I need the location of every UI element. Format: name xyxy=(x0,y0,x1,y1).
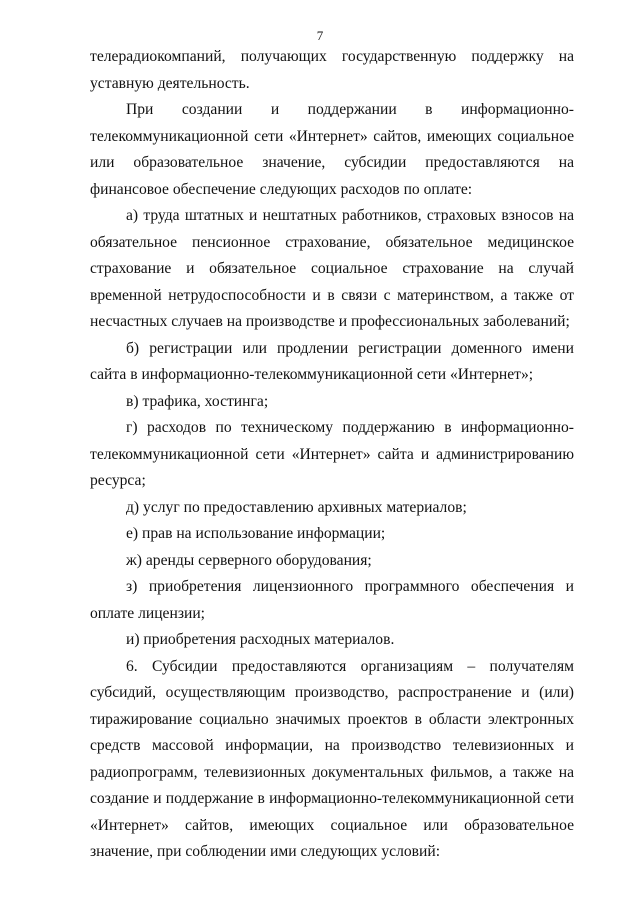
list-item-v: в) трафика, хостинга; xyxy=(126,392,269,410)
list-item-i: и) приобретения расходных материалов. xyxy=(126,631,395,648)
list-item-zh: ж) аренды серверного оборудования; xyxy=(126,551,372,569)
page-number: 7 xyxy=(316,28,324,43)
list-item-z: з) приобретения лицензионного программного обеспечения и оплате лицензии; xyxy=(90,578,574,622)
list-item-g: г) расходов по техническому поддержанию в информационно-телекоммуникационной сети «Интернет» сайта и администрированию ресурса; xyxy=(90,419,574,489)
paragraph-section-6: 6. Субсидии предоставляются организациям – получателям субсидий, осуществляющим производство, распространение и (или) тиражирование социально значимых проектов в области электронных средств массовой информации, на производство телевизионных и радиопрограмм, телевизионных документальных фильмов, а также на создание и поддержание в информационно-телекоммуникационной сети «Интернет» сайтов, имеющих социальное или образовательное значение, при соблюдении ими следующих условий: xyxy=(90,657,574,860)
document-body xyxy=(90,44,574,866)
list-item-a: а) труда штатных и нештатных работников, страховых взносов на обязательное пенсионное страхование, обязательное медицинское страхование и обязательное социальное страхование на случай временной нетрудоспособности и в связи с материнством, а также от несчастных случаев на производстве и профессиональных заболеваний; xyxy=(90,207,574,330)
list-item-b: б) регистрации или продлении регистрации доменного имени сайта в информационно-телекоммуникационной сети «Интернет»; xyxy=(90,339,574,383)
paragraph-internet-sites-intro: При создании и поддержании в информационно-телекоммуникационной сети «Интернет» сайтов, имеющих социальное или образовательное значение, субсидии предоставляются на финансовое обеспечение следующих расходов по оплате: xyxy=(90,101,574,198)
list-item-e: е) прав на использование информации; xyxy=(126,525,386,542)
paragraph-continuation: телерадиокомпаний, получающих государственную поддержку на уставную деятельность. xyxy=(90,48,574,92)
list-item-d: д) услуг по предоставлению архивных материалов; xyxy=(126,498,467,516)
